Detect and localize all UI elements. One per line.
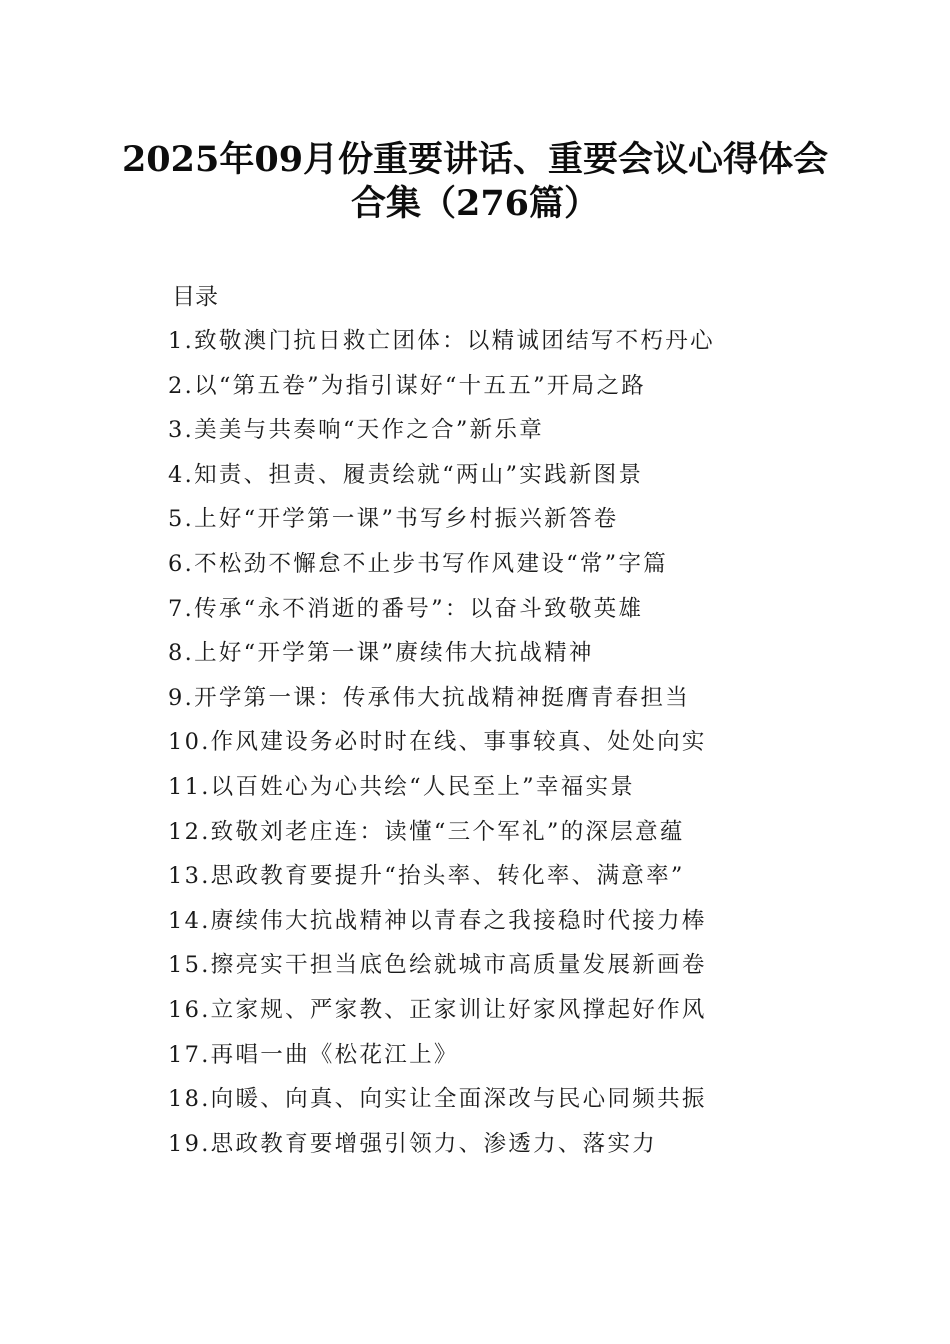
toc-item: 14.赓续伟大抗战精神以青春之我接稳时代接力棒 (168, 907, 707, 934)
toc-item: 9.开学第一课：传承伟大抗战精神挺膺青春担当 (168, 684, 691, 711)
table-of-contents (168, 326, 715, 1173)
toc-item: 8.上好“开学第一课”赓续伟大抗战精神 (168, 640, 594, 667)
toc-item: 18.向暖、向真、向实让全面深改与民心同频共振 (168, 1086, 707, 1113)
title-line-1: 2025年09月份重要讲话、重要会议心得体会 (121, 139, 829, 180)
document-title (60, 138, 890, 226)
toc-item: 11.以百姓心为心共绘“人民至上”幸福实景 (168, 773, 636, 800)
toc-item: 1.致敬澳门抗日救亡团体：以精诚团结写不朽丹心 (168, 328, 715, 354)
toc-heading: 目录 (172, 284, 218, 310)
toc-item: 13.思政教育要提升“抬头率、转化率、满意率” (168, 863, 685, 890)
toc-item: 10.作风建设务必时时在线、事事较真、处处向实 (168, 729, 707, 756)
toc-item: 5.上好“开学第一课”书写乡村振兴新答卷 (168, 506, 619, 533)
toc-item: 6.不松劲不懈怠不止步书写作风建设“常”字篇 (168, 550, 669, 577)
toc-item: 16.立家规、严家教、正家训让好家风撑起好作风 (168, 996, 707, 1023)
toc-item: 15.擦亮实干担当底色绘就城市高质量发展新画卷 (168, 952, 707, 979)
toc-item: 3.美美与共奏响“天作之合”新乐章 (168, 417, 545, 444)
toc-item: 12.致敬刘老庄连：读懂“三个军礼”的深层意蕴 (168, 818, 685, 845)
title-line-2: 合集（276篇） (350, 183, 600, 224)
toc-item: 2.以“第五卷”为指引谋好“十五五”开局之路 (168, 372, 647, 399)
toc-item: 19.思政教育要增强引领力、渗透力、落实力 (168, 1130, 658, 1157)
toc-item: 7.传承“永不消逝的番号”：以奋斗致敬英雄 (168, 595, 644, 622)
toc-item: 17.再唱一曲《松花江上》 (168, 1041, 459, 1068)
toc-item: 4.知责、担责、履责绘就“两山”实践新图景 (168, 461, 644, 488)
